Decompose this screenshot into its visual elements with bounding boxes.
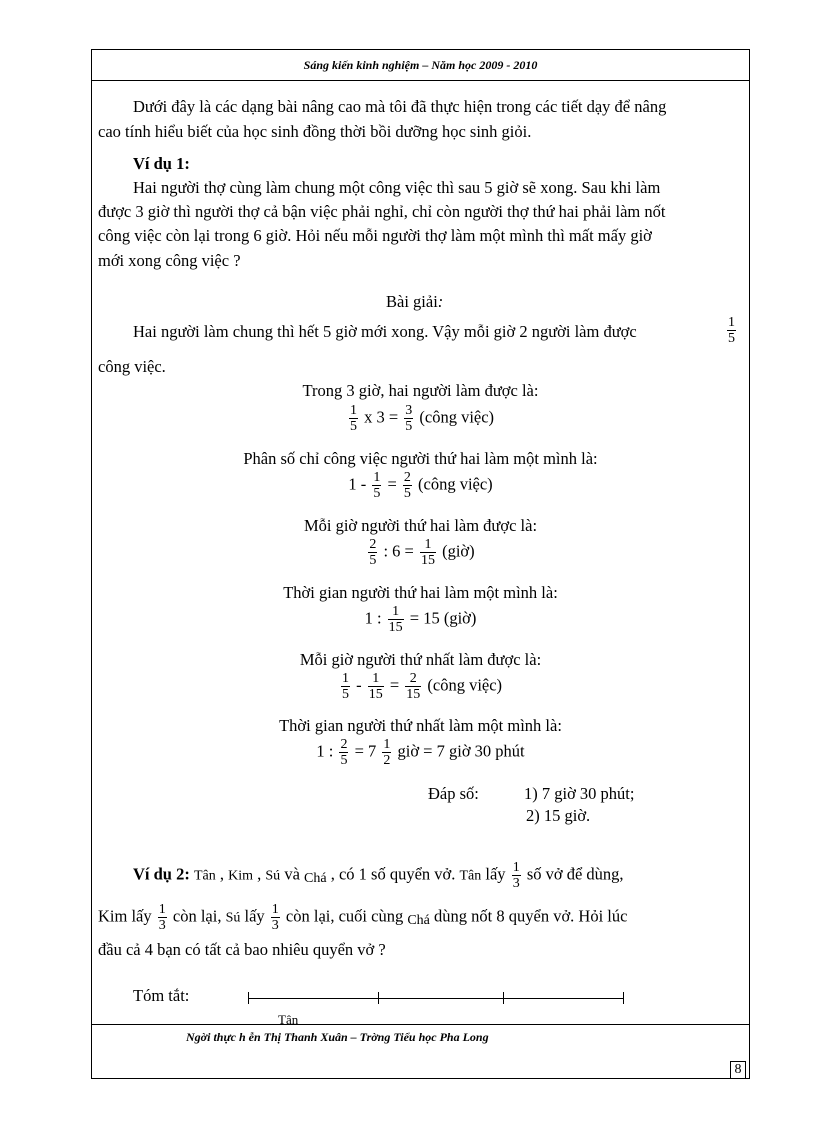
summary-tan-label: Tân bbox=[278, 1012, 299, 1027]
summary-segment-bar bbox=[248, 998, 624, 999]
solution-p1b: công việc. bbox=[98, 357, 166, 376]
intro-line-1: Dưới đây là các dạng bài nâng cao mà tôi đã thực hiện trong các tiết dạy để nâng bbox=[133, 97, 667, 116]
solution-p1: Hai người làm chung thì hết 5 giờ mới xong. Vậy mỗi giờ 2 người làm được bbox=[133, 322, 637, 341]
step-6-text: Thời gian người thứ nhất làm một mình là: bbox=[279, 716, 562, 735]
example-2-line-1: Ví dụ 2: Tân , Kim , Sú và Chá , có 1 số quyển vở. Tân lấy $\frac{1}{3}$ số vở để dùng, bbox=[133, 860, 624, 891]
step-3-expression: $\frac{2}{5}$ : 6 = $\frac{1}{15}$ (giờ) bbox=[369, 537, 475, 568]
example-2-line-3: đầu cả 4 bạn có tất cả bao nhiêu quyển vở ? bbox=[98, 940, 386, 959]
example-1-line-3: công việc còn lại trong 6 giờ. Hỏi nếu mỗi người thợ làm một mình thì mất mấy giờ bbox=[98, 226, 652, 245]
header-rule bbox=[91, 80, 750, 81]
example-1-line-1: Hai người thợ cùng làm chung một công việc thì sau 5 giờ sẽ xong. Sau khi làm bbox=[133, 178, 661, 197]
example-1-title: Ví dụ 1: bbox=[133, 154, 190, 173]
step-2-expression: 1 - $\frac{1}{5}$ = $\frac{2}{5}$ (công việc) bbox=[348, 470, 493, 501]
step-6-expression: 1 : $\frac{2}{5}$ = 7 $\frac{1}{2}$ giờ = 7 giờ 30 phút bbox=[316, 737, 525, 768]
solution-title-text: Bài giải bbox=[386, 292, 438, 311]
page-number: 8 bbox=[730, 1061, 746, 1079]
example-1-line-4: mới xong công việc ? bbox=[98, 251, 241, 270]
answer-2: 2) 15 giờ. bbox=[526, 806, 591, 825]
step-3-text: Mỗi giờ người thứ hai làm được là: bbox=[303, 516, 538, 535]
step-2-text: Phân số chỉ công việc người thứ hai làm một mình là: bbox=[243, 449, 598, 468]
example-2-line-2: Kim lấy $\frac{1}{3}$ còn lại, Sú lấy $\frac{1}{3}$ còn lại, cuối cùng Chá dùng nốt 8 quyển vở. Hỏi lúc bbox=[98, 902, 628, 933]
answer-1: 1) 7 giờ 30 phút; bbox=[524, 784, 635, 803]
step-1-expression: $\frac{1}{5}$ x 3 = $\frac{3}{5}$ (công việc) bbox=[349, 403, 495, 434]
intro-line-2: cao tính hiểu biết của học sinh đồng thời bồi dưỡng học sinh giỏi. bbox=[98, 122, 532, 141]
step-4-text: Thời gian người thứ hai làm một mình là: bbox=[283, 583, 558, 602]
example-1-line-2: được 3 giờ thì người thợ cả bận việc phải nghỉ, chỉ còn người thợ thứ hai phải làm nốt bbox=[98, 202, 666, 221]
footer-rule bbox=[91, 1024, 750, 1025]
answer-label: Đáp số: bbox=[428, 784, 479, 803]
page-header: Sáng kiến kinh nghiệm – Năm học 2009 - 2010 bbox=[303, 58, 538, 72]
summary-tick-1 bbox=[248, 992, 249, 1004]
summary-tick-3 bbox=[503, 992, 504, 1004]
step-1-text: Trong 3 giờ, hai người làm được là: bbox=[302, 381, 539, 400]
step-5-text: Mỗi giờ người thứ nhất làm được là: bbox=[299, 650, 542, 669]
summary-tick-2 bbox=[378, 992, 379, 1004]
step-4-expression: 1 : $\frac{1}{15}$ = 15 (giờ) bbox=[364, 604, 477, 635]
step-5-expression: $\frac{1}{5}$ - $\frac{1}{15}$ = $\frac{2}{15}$ (công việc) bbox=[341, 671, 503, 702]
solution-p1-fraction: $\frac{1}{5}$ bbox=[728, 315, 735, 346]
solution-title bbox=[386, 292, 443, 312]
summary-tick-4 bbox=[623, 992, 624, 1004]
solution-title-colon: : bbox=[437, 292, 444, 311]
page-footer: Ngời thực h ễn Thị Thanh Xuân – Trờng Tiểu học Pha Long bbox=[186, 1030, 489, 1044]
summary-label: Tóm tắt: bbox=[133, 986, 190, 1005]
